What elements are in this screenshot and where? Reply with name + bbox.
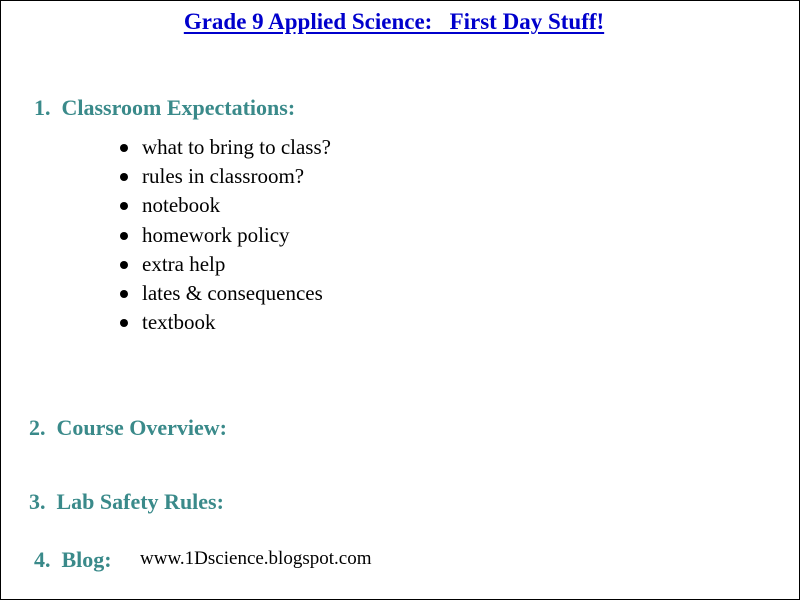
heading-lab-safety-rules: 3. Lab Safety Rules: xyxy=(29,489,224,514)
blog-url-link[interactable]: www.1Dscience.blogspot.com xyxy=(140,548,372,569)
list-item-text: textbook xyxy=(142,310,216,335)
list-item xyxy=(119,250,331,279)
list-item-text: extra help xyxy=(142,251,226,276)
bullet-icon xyxy=(120,173,128,181)
list-item xyxy=(119,162,331,191)
list-item-text: notebook xyxy=(142,193,221,218)
bullet-icon xyxy=(120,290,128,298)
page-title-link[interactable]: Grade 9 Applied Science: First Day Stuff! xyxy=(183,9,605,34)
list-item-text: what to bring to class? xyxy=(142,135,331,159)
expectations-list xyxy=(119,133,331,337)
bullet-icon xyxy=(120,319,128,327)
list-item-text: rules in classroom? xyxy=(142,164,305,189)
bullet-icon xyxy=(120,202,128,210)
heading-blog: 4. Blog: xyxy=(34,547,112,572)
list-item-text: lates & consequences xyxy=(142,280,323,305)
heading-classroom-expectations: 1. Classroom Expectations: xyxy=(34,95,296,120)
bullet-icon xyxy=(120,144,128,152)
bullet-icon xyxy=(120,232,128,240)
list-item xyxy=(119,133,331,162)
list-item xyxy=(119,308,331,337)
list-item xyxy=(119,221,331,250)
bullet-icon xyxy=(120,261,128,269)
list-item xyxy=(119,279,331,308)
list-item-text: homework policy xyxy=(142,222,290,247)
heading-course-overview: 2. Course Overview: xyxy=(29,415,227,440)
list-item xyxy=(119,191,331,220)
